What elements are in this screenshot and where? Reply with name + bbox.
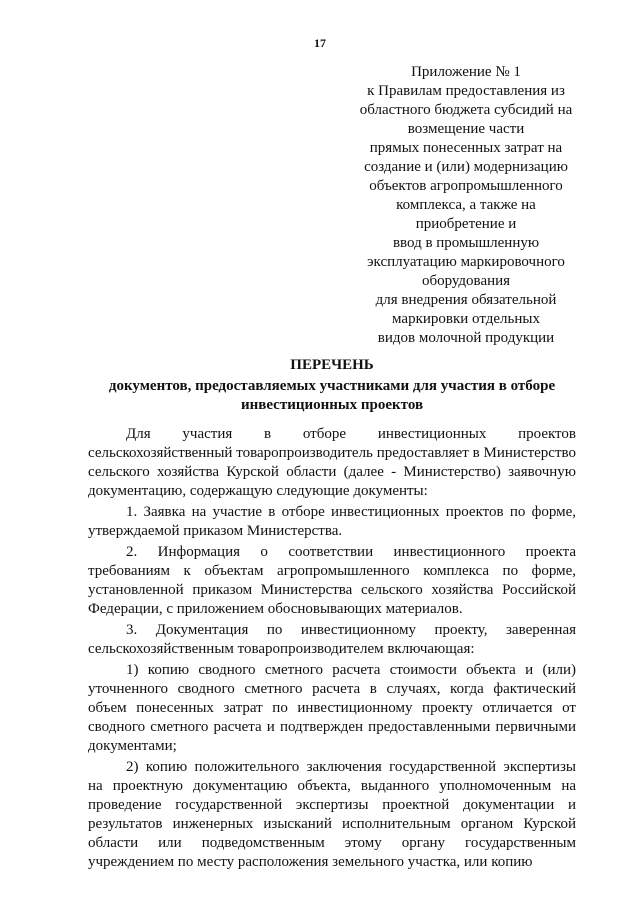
appendix-line: для внедрения обязательной	[375, 292, 557, 308]
document-title	[88, 356, 576, 415]
paragraph: 2. Информация о соответствии инвестиционного проекта требованиям к объектам агропромышленного комплекса по форме, установленной приказом Министерства сельского хозяйства Российской Федерации, с приложением обосновывающих материалов.	[88, 544, 576, 617]
paragraph: Для участия в отборе инвестиционных проектов сельскохозяйственный товаропроизводитель предоставляет в Министерство сельского хозяйства Курской области (далее - Министерство) заявочную документацию, содержащую следующие документы:	[88, 426, 576, 499]
appendix-line: оборудования	[421, 273, 511, 289]
appendix-line: ввод в промышленную	[392, 235, 540, 251]
appendix-heading	[344, 63, 588, 348]
document-body	[88, 425, 576, 874]
paragraph: 3. Документация по инвестиционному проекту, заверенная сельскохозяйственным товаропроизводителем включающая:	[88, 622, 576, 657]
title-heading: ПЕРЕЧЕНЬ	[290, 357, 374, 373]
paragraph: 1) копию сводного сметного расчета стоимости объекта и (или) уточненного сводного сметного расчета в случаях, когда фактический объем понесенных затрат по инвестиционному проекту отличается от сводного сметного расчета и подтвержден предоставленными первичными документами;	[88, 662, 576, 754]
appendix-line: эксплуатацию маркировочного	[367, 254, 565, 270]
appendix-line: приобретение и	[415, 216, 517, 232]
appendix-line: комплекса, а также на	[396, 197, 536, 213]
appendix-line: видов молочной продукции	[377, 330, 555, 346]
appendix-line: возмещение части	[407, 121, 525, 137]
appendix-line: прямых понесенных затрат на	[369, 140, 563, 156]
title-subheading: документов, предоставляемых участниками для участия в отборе инвестиционных проектов	[108, 378, 556, 413]
appendix-line: к Правилам предоставления из	[367, 83, 565, 99]
page-number: 17	[314, 36, 326, 50]
appendix-line: создание и (или) модернизацию	[364, 159, 568, 175]
appendix-line: объектов агропромышленного	[369, 178, 563, 194]
appendix-line: областного бюджета субсидий на	[359, 102, 573, 118]
paragraph: 2) копию положительного заключения государственной экспертизы на проектную документацию объекта, выданного уполномоченным на проведение государственной экспертизы проектной документации и результатов инженерных изысканий исполнительным органом Курской области или подведомственным этому органу государственным учреждением по месту расположения земельного участка, или копию	[88, 759, 576, 870]
appendix-line: маркировки отдельных	[392, 311, 540, 327]
appendix-line: Приложение № 1	[411, 64, 521, 80]
paragraph: 1. Заявка на участие в отборе инвестиционных проектов по форме, утверждаемой приказом Министерства.	[88, 504, 576, 539]
